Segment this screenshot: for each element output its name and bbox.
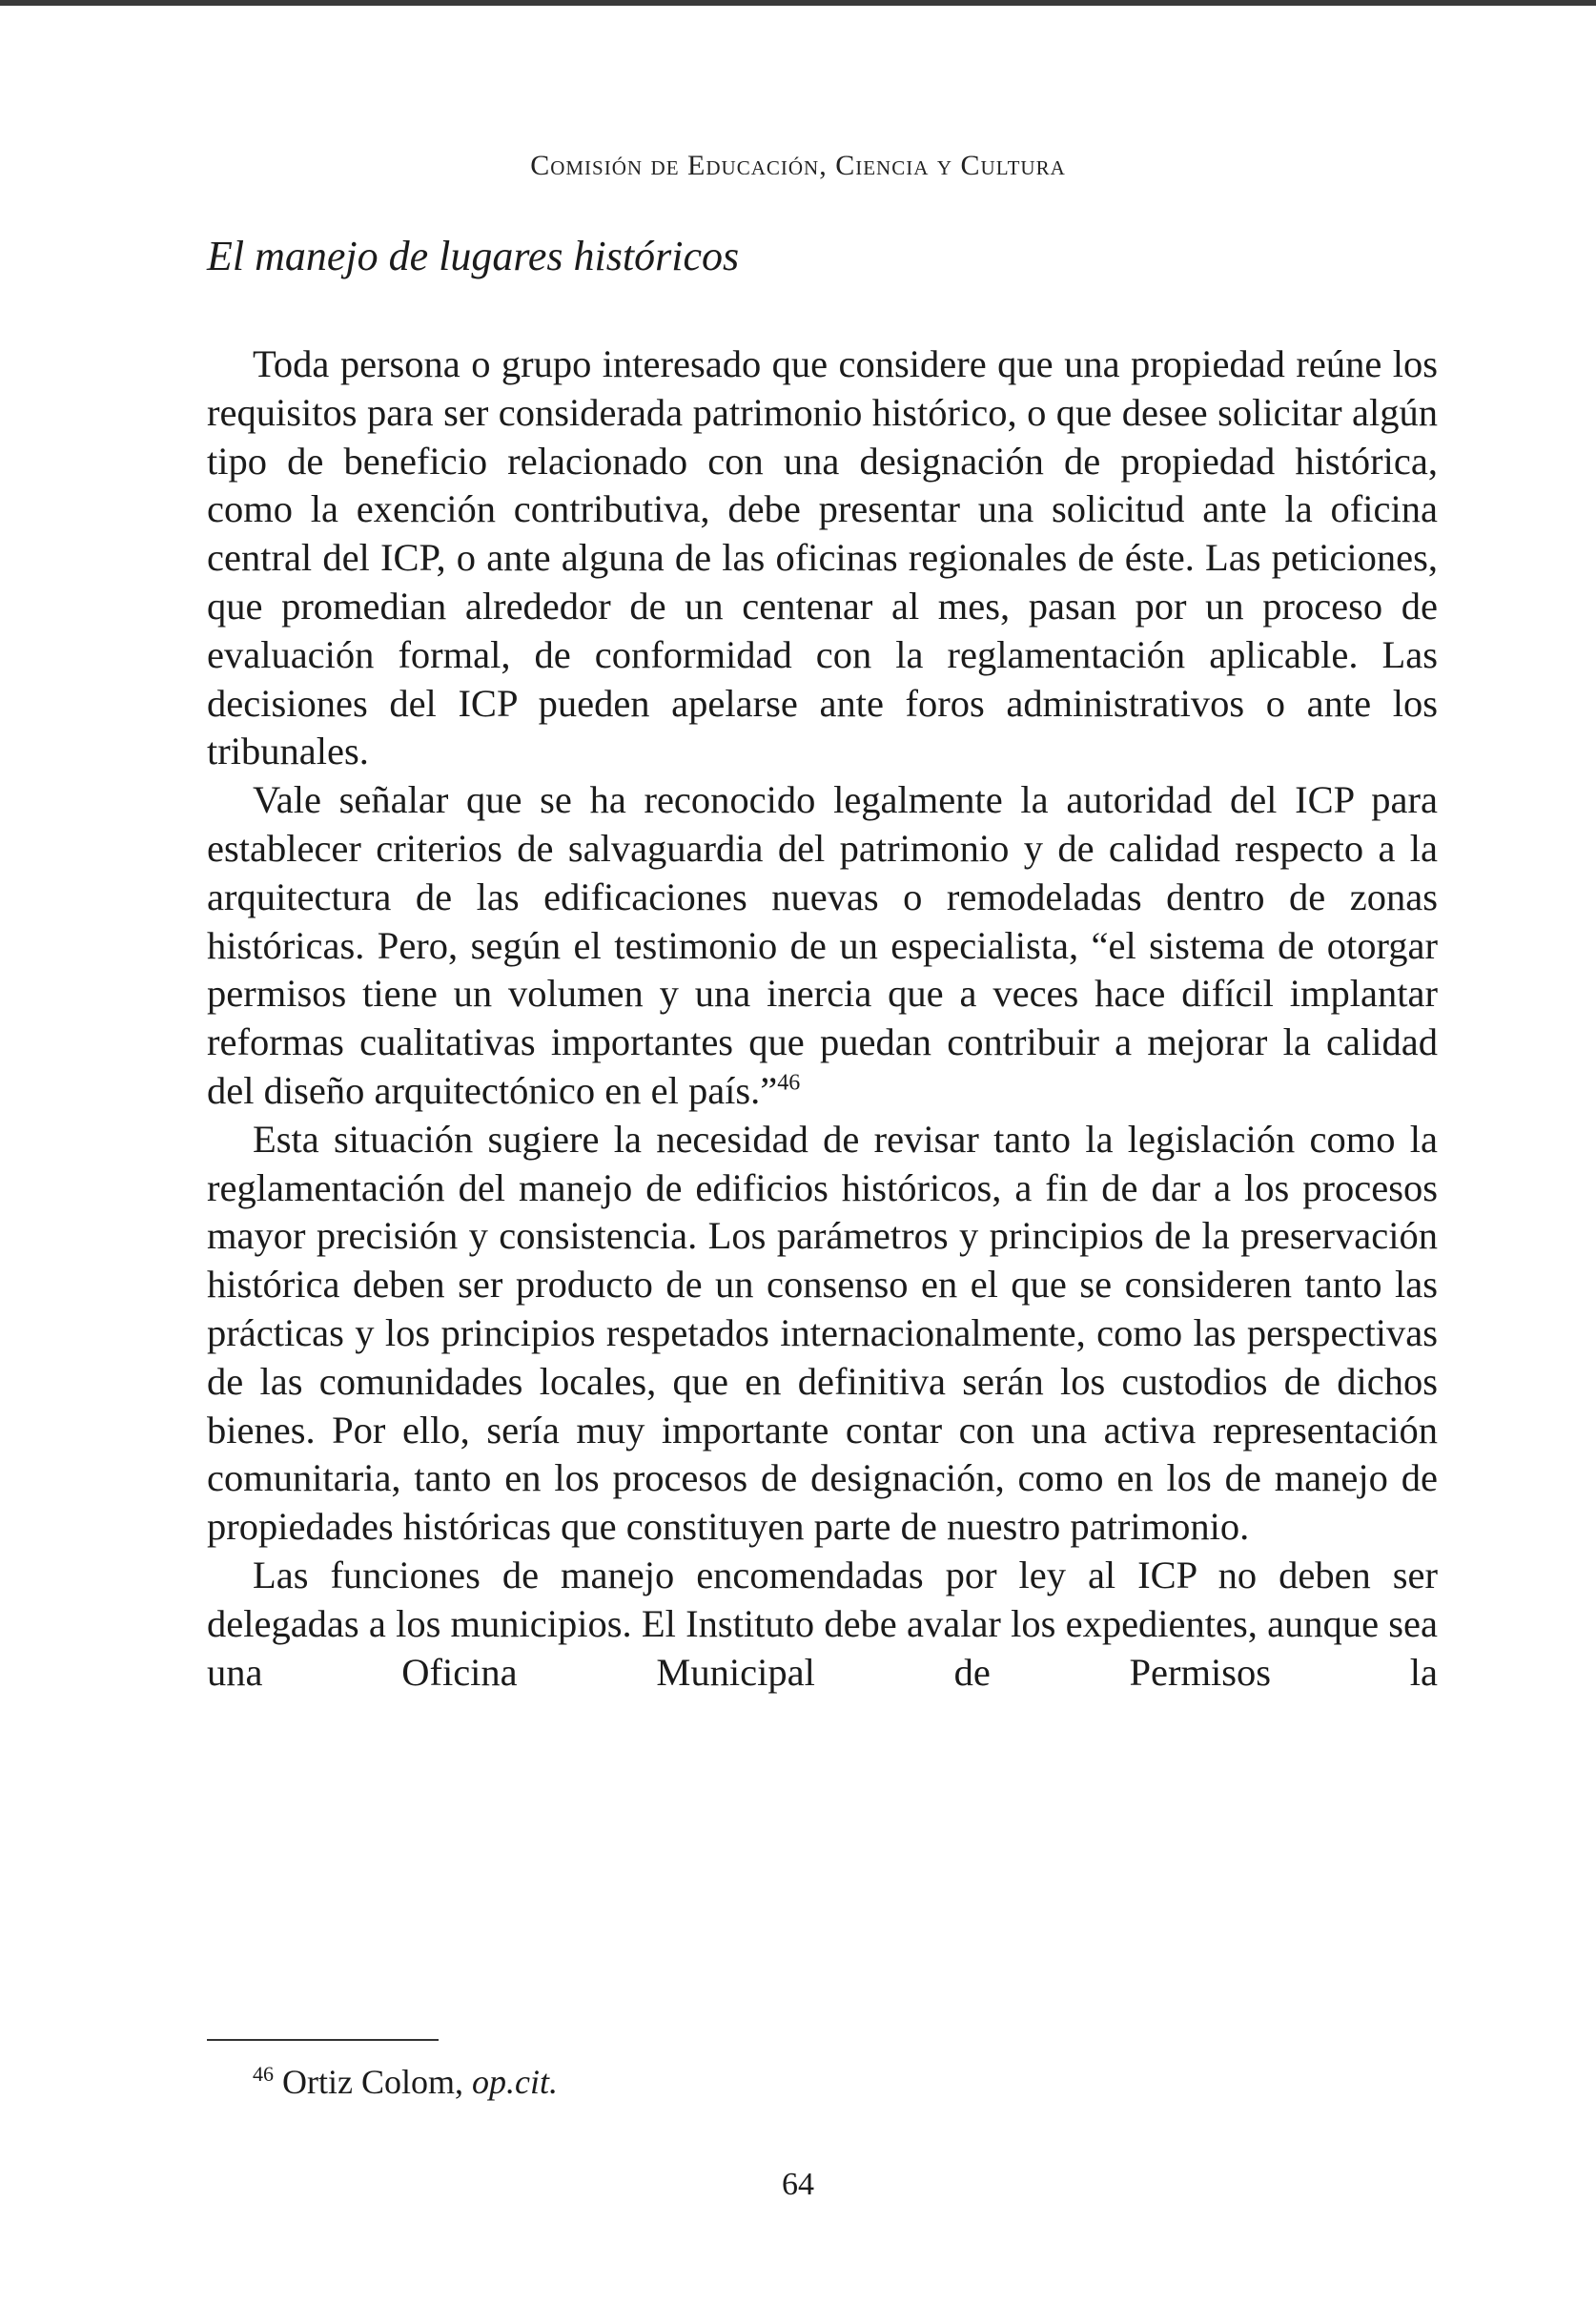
page-top-edge — [0, 0, 1596, 6]
paragraph-text: Las funciones de manejo encomendadas por ley al ICP no deben ser delegadas a los municipios. El Instituto debe avalar los expedientes, aunque sea una Oficina Municipal de Permisos la — [207, 1553, 1438, 1694]
footnote-citation: op.cit. — [471, 2063, 558, 2101]
paragraph-1 — [207, 340, 1438, 776]
footnote-number: 46 — [253, 2062, 274, 2086]
footnote-author: Ortiz Colom, — [282, 2063, 463, 2101]
paragraph-4 — [207, 1552, 1438, 1697]
footnote-reference[interactable]: 46 — [777, 1070, 801, 1096]
running-header: Comisión de Educación, Ciencia y Cultura — [530, 150, 1066, 181]
paragraph-3 — [207, 1116, 1438, 1552]
paragraph-text: Vale señalar que se ha reconocido legalmente la autoridad del ICP para establecer criterios de salvaguardia del patrimonio y de calidad respecto a la arquitectura de las edificaciones nuevas o remodeladas dentro de zonas históricas. Pero, según el testimonio de un especialista, “el sistema de otorgar permisos tiene un volumen y una inercia que a veces hace difícil implantar reformas cualitativas importantes que puedan contribuir a mejorar la calidad del diseño arquitectónico en el país.” — [207, 778, 1438, 1112]
paragraph-text: Toda persona o grupo interesado que considere que una propiedad reúne los requisitos para ser considerada patrimonio histórico, o que desee solicitar algún tipo de beneficio relacionado con una designación de propiedad histórica, como la exención contributiva, debe presentar una solicitud ante la oficina central del ICP, o ante alguna de las oficinas regionales de éste. Las peticiones, que promedian alrededor de un centenar al mes, pasan por un proceso de evaluación formal, de conformidad con la reglamentación aplicable. Las decisiones del ICP pueden apelarse ante foros administrativos o ante los tribunales. — [207, 342, 1438, 773]
section-title: El manejo de lugares históricos — [207, 233, 740, 279]
paragraph-2 — [207, 776, 1438, 1116]
paragraph-text: Esta situación sugiere la necesidad de revisar tanto la legislación como la reglamentación del manejo de edificios históricos, a fin de dar a los procesos mayor precisión y consistencia. Los parámetros y principios de la preservación histórica deben ser producto de un consenso en el que se consideren tanto las prácticas y los principios respetados internacionalmente, como las perspectivas de las comunidades locales, que en definitiva serán los custodios de dichos bienes. Por ello, sería muy importante contar con una activa representación comunitaria, tanto en los procesos de designación, como en los de manejo de propiedades históricas que constituyen parte de nuestro patrimonio. — [207, 1117, 1438, 1549]
body-text — [207, 340, 1438, 1697]
page-number: 64 — [782, 2167, 814, 2202]
footnote-divider — [207, 2039, 439, 2041]
footnote — [253, 2062, 558, 2102]
